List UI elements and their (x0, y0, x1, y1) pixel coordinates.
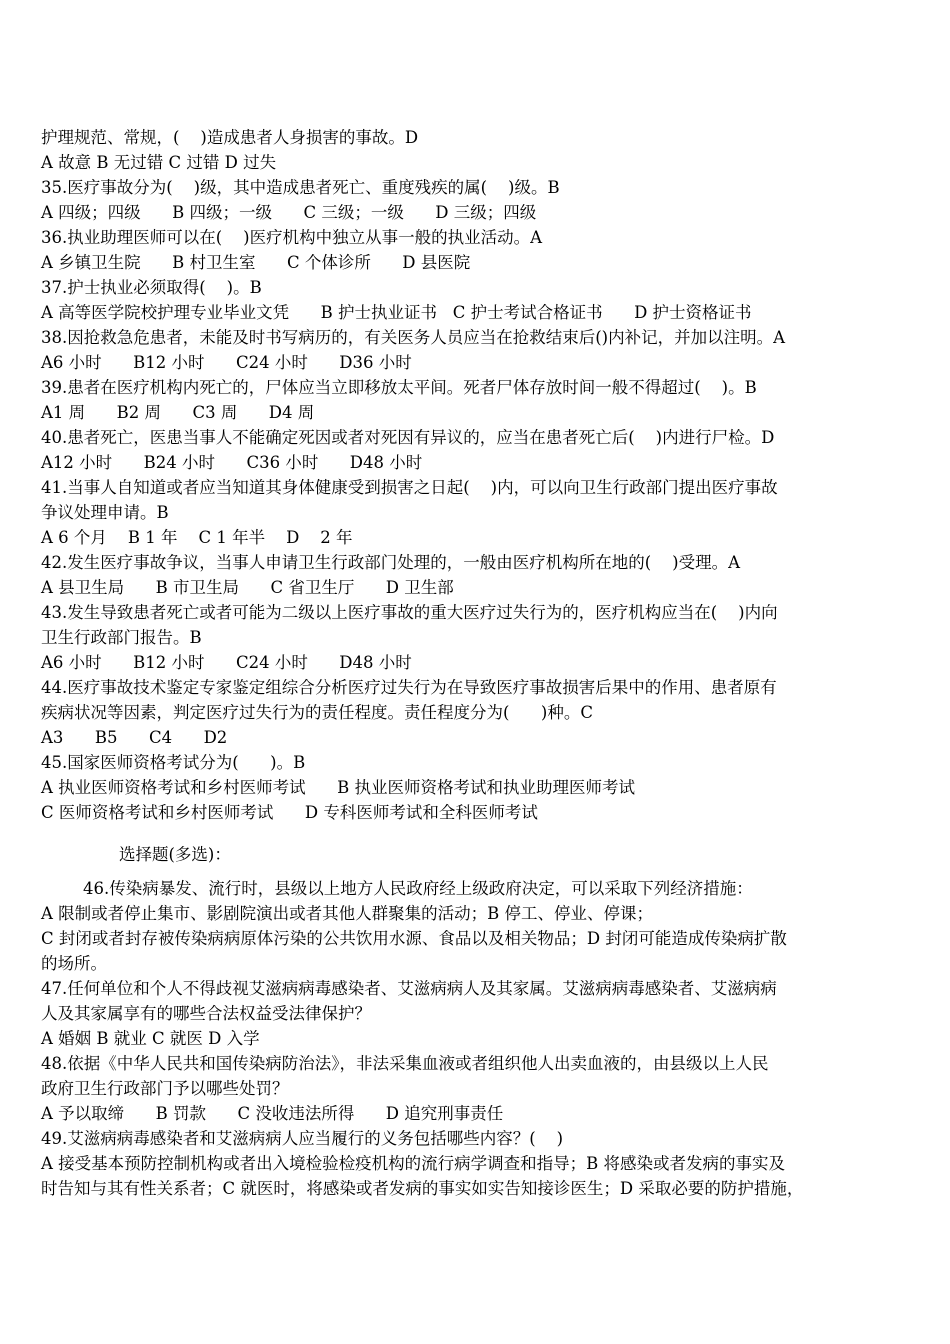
section-heading: 选择题(多选)： (119, 845, 231, 864)
text-line: A 高等医学院校护理专业毕业文凭 B 护士执业证书 C 护士考试合格证书 D 护士资格证书 (41, 303, 752, 322)
text-line: 卫生行政部门报告。B (41, 628, 202, 647)
text-line: 42.发生医疗事故争议，当事人申请卫生行政部门处理的，一般由医疗机构所在地的( )受理。A (41, 553, 741, 572)
text-line: A 接受基本预防控制机构或者出入境检验检疫机构的流行病学调查和指导；B 将感染或者发病的事实及 (41, 1154, 786, 1173)
text-line: 时告知与其有性关系者；C 就医时，将感染或者发病的事实如实告知接诊医生；D 采取必要的防护措施， (41, 1179, 804, 1198)
text-line: 40.患者死亡，医患当事人不能确定死因或者对死因有异议的，应当在患者死亡后( )内进行尸检。D (41, 428, 775, 447)
text-line: 人及其家属享有的哪些合法权益受法律保护？ (41, 1004, 371, 1023)
document-body (41, 125, 911, 1201)
text-line: 政府卫生行政部门予以哪些处罚？ (41, 1079, 289, 1098)
text-line: 39.患者在医疗机构内死亡的，尸体应当立即移放太平间。死者尸体存放时间一般不得超过( )。B (41, 378, 757, 397)
text-line: A 县卫生局 B 市卫生局 C 省卫生厅 D 卫生部 (41, 578, 454, 597)
text-line: A 四级；四级 B 四级；一级 C 三级；一级 D 三级；四级 (41, 203, 537, 222)
text-line: A12 小时 B24 小时 C36 小时 D48 小时 (41, 453, 423, 472)
text-line: 46.传染病暴发、流行时，县级以上地方人民政府经上级政府决定，可以采取下列经济措施： (83, 879, 753, 898)
text-line: 43.发生导致患者死亡或者可能为二级以上医疗事故的重大医疗过失行为的，医疗机构应当在( )内向 (41, 603, 778, 622)
text-line: A 执业医师资格考试和乡村医师考试 B 执业医师资格考试和执业助理医师考试 (41, 778, 635, 797)
text-line: 41.当事人自知道或者应当知道其身体健康受到损害之日起( )内，可以向卫生行政部门提出医疗事故 (41, 478, 778, 497)
text-line: A 乡镇卫生院 B 村卫生室 C 个体诊所 D 县医院 (41, 253, 471, 272)
text-line: 49.艾滋病病毒感染者和艾滋病病人应当履行的义务包括哪些内容？( ) (41, 1129, 564, 1148)
text-line: A 6 个月 B 1 年 C 1 年半 D 2 年 (41, 528, 353, 547)
text-line: C 医师资格考试和乡村医师考试 D 专科医师考试和全科医师考试 (41, 803, 538, 822)
text-line: A6 小时 B12 小时 C24 小时 D36 小时 (41, 353, 412, 372)
text-line: A 限制或者停止集市、影剧院演出或者其他人群聚集的活动；B 停工、停业、停课； (41, 904, 654, 923)
text-line: 疾病状况等因素，判定医疗过失行为的责任程度。责任程度分为( )种。C (41, 703, 593, 722)
text-line: 48.依据《中华人民共和国传染病防治法》，非法采集血液或者组织他人出卖血液的，由县级以上人民 (41, 1054, 769, 1073)
text-line: 37.护士执业必须取得( )。B (41, 278, 262, 297)
text-line: A1 周 B2 周 C3 周 D4 周 (41, 403, 315, 422)
text-line: 36.执业助理医师可以在( )医疗机构中独立从事一般的执业活动。A (41, 228, 543, 247)
text-line: 47.任何单位和个人不得歧视艾滋病病毒感染者、艾滋病病人及其家属。艾滋病病毒感染者、艾滋病病 (41, 979, 777, 998)
text-line: A 予以取缔 B 罚款 C 没收违法所得 D 追究刑事责任 (41, 1104, 504, 1123)
text-line: 护理规范、常规，( )造成患者人身损害的事故。D (41, 128, 419, 147)
text-line: 45.国家医师资格考试分为( )。B (41, 753, 306, 772)
text-line: 44.医疗事故技术鉴定专家鉴定组综合分析医疗过失行为在导致医疗事故损害后果中的作用、患者原有 (41, 678, 777, 697)
text-line: A 故意 B 无过错 C 过错 D 过失 (41, 153, 277, 172)
text-line: 争议处理申请。B (41, 503, 169, 522)
text-line: C 封闭或者封存被传染病病原体污染的公共饮用水源、食品以及相关物品；D 封闭可能造成传染病扩散 (41, 929, 787, 948)
text-line: A6 小时 B12 小时 C24 小时 D48 小时 (41, 653, 412, 672)
text-line: 的场所。 (41, 954, 107, 973)
text-line: 38.因抢救急危患者，未能及时书写病历的，有关医务人员应当在抢救结束后()内补记，并加以注明。A (41, 328, 786, 347)
text-line: A3 B5 C4 D2 (41, 728, 228, 747)
text-line: 35.医疗事故分为( )级，其中造成患者死亡、重度残疾的属( )级。B (41, 178, 560, 197)
text-line: A 婚姻 B 就业 C 就医 D 入学 (41, 1029, 260, 1048)
